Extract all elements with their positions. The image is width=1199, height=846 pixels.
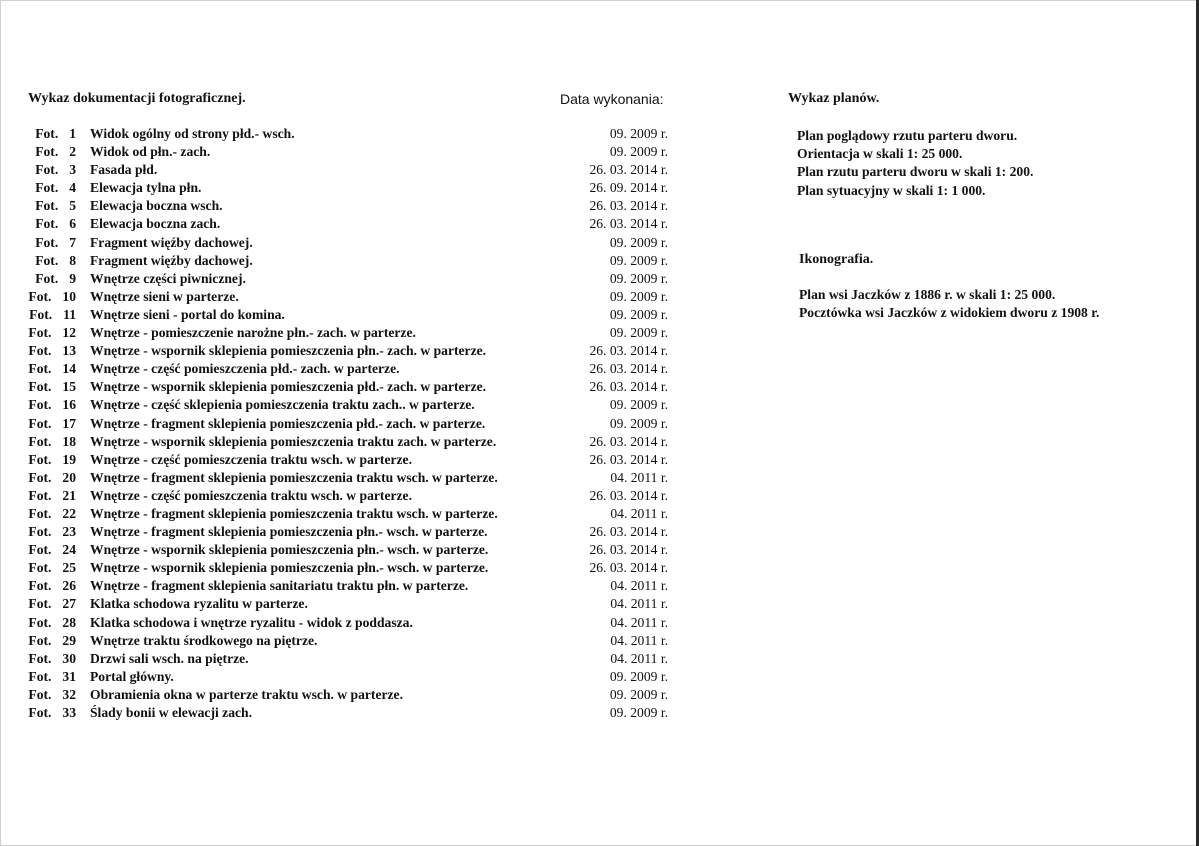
photo-number: [28, 234, 76, 252]
photo-number: [28, 577, 76, 595]
photo-date: 09. 2009 r.: [609, 234, 668, 250]
photo-row: [28, 577, 678, 595]
photo-row: [28, 197, 678, 215]
photo-number: [28, 360, 76, 378]
photo-date: 09. 2009 r.: [609, 270, 668, 286]
plan-item: Plan poglądowy rzutu parteru dworu.: [797, 128, 1018, 143]
photo-index: 19: [62, 451, 76, 467]
photo-row: [28, 360, 678, 378]
plan-item: Plan sytuacyjny w skali 1: 1 000.: [797, 182, 986, 198]
iconography-list: [799, 286, 1099, 322]
photo-date: 04. 2011 r.: [610, 632, 668, 648]
photo-number: [28, 595, 76, 613]
photo-index: 5: [69, 198, 76, 214]
photo-number: [28, 523, 76, 541]
photo-description: Wnętrze - fragment sklepienia pomieszczenia traktu wsch. w parterze.: [90, 505, 498, 521]
photo-index: 8: [69, 252, 76, 268]
photo-index: 14: [62, 361, 76, 377]
photo-row: [28, 215, 678, 233]
photo-index: 21: [62, 487, 76, 503]
photo-description: Ślady bonii w elewacji zach.: [90, 705, 252, 720]
photo-number: [28, 433, 76, 451]
photo-label: Fot.: [28, 469, 52, 485]
photo-date: 26. 03. 2014 r.: [589, 343, 668, 359]
photo-row: [28, 487, 678, 505]
photo-label: Fot.: [28, 433, 52, 449]
photo-date: 26. 03. 2014 r.: [589, 451, 668, 467]
photo-index: 24: [62, 542, 76, 558]
photo-row: [28, 704, 678, 722]
photo-description: Wnętrze - wspornik sklepienia pomieszczenia płn.- wsch. w parterze.: [90, 560, 489, 576]
photo-date: 26. 03. 2014 r.: [589, 524, 668, 540]
photo-label: Fot.: [35, 252, 59, 268]
photo-description: Klatka schodowa i wnętrze ryzalitu - widok z poddasza.: [90, 614, 413, 630]
photo-index: 12: [62, 325, 76, 341]
photo-label: Fot.: [28, 596, 52, 612]
photo-index: 18: [62, 433, 76, 449]
photo-date: 09. 2009 r.: [609, 686, 668, 702]
photo-description: Widok ogólny od strony płd.- wsch.: [90, 126, 295, 141]
photo-index: 1: [69, 126, 76, 141]
photo-number: [28, 288, 76, 306]
photo-label: Fot.: [28, 397, 52, 413]
photo-description: Fasada płd.: [90, 162, 158, 178]
plan-item: Orientacja w skali 1: 25 000.: [797, 146, 963, 162]
photo-description: Wnętrze sieni w parterze.: [90, 288, 239, 304]
photo-row: [28, 559, 678, 577]
photo-description: Elewacja boczna zach.: [90, 216, 221, 232]
photo-date: 09. 2009 r.: [609, 288, 668, 304]
plans-list: [797, 127, 1033, 200]
photo-row: [28, 161, 678, 179]
photo-row: [28, 668, 678, 686]
photo-number: [28, 650, 76, 668]
photo-label: Fot.: [28, 505, 52, 521]
photo-index: 23: [62, 524, 76, 540]
photo-label: Fot.: [28, 361, 52, 377]
photo-description: Widok od płn.- zach.: [90, 144, 211, 160]
photo-label: Fot.: [28, 288, 52, 304]
photo-description: Fragment więźby dachowej.: [90, 234, 253, 250]
photo-number: [28, 451, 76, 469]
photo-description: Wnętrze - wspornik sklepienia pomieszczenia płd.- zach. w parterze.: [90, 379, 487, 395]
photo-number: [28, 270, 76, 288]
photo-label: Fot.: [35, 126, 59, 141]
photo-description: Wnętrze - wspornik sklepienia pomieszczenia traktu zach. w parterze.: [90, 433, 497, 449]
photo-row: [28, 469, 678, 487]
photo-date: 09. 2009 r.: [609, 705, 668, 720]
photo-date: 04. 2011 r.: [610, 596, 668, 612]
photo-index: 4: [69, 180, 76, 196]
photo-number: [28, 668, 76, 686]
photo-label: Fot.: [28, 451, 52, 467]
photo-row: [28, 179, 678, 197]
photo-description: Fragment więźby dachowej.: [90, 252, 253, 268]
photo-number: [28, 632, 76, 650]
photo-row: [28, 234, 678, 252]
photo-date: 09. 2009 r.: [609, 325, 668, 341]
photo-date: 04. 2011 r.: [610, 614, 668, 630]
photo-row: [28, 125, 678, 143]
photo-number: [28, 505, 76, 523]
photo-index: 30: [62, 650, 76, 666]
photo-number: [28, 125, 76, 143]
photo-label: Fot.: [35, 180, 59, 196]
photo-date: 09. 2009 r.: [609, 397, 668, 413]
photo-description: Wnętrze - wspornik sklepienia pomieszczenia płn.- wsch. w parterze.: [90, 542, 489, 558]
photo-index: 3: [69, 162, 76, 178]
photo-index: 15: [62, 379, 76, 395]
photo-index: 2: [69, 144, 76, 160]
photo-description: Wnętrze - fragment sklepienia pomieszczenia płd.- zach. w parterze.: [90, 415, 486, 431]
photo-date: 26. 03. 2014 r.: [589, 542, 668, 558]
photo-row: [28, 614, 678, 632]
plan-item: Plan rzutu parteru dworu w skali 1: 200.: [797, 164, 1034, 180]
photo-index: 28: [62, 614, 76, 630]
photo-date: 26. 03. 2014 r.: [589, 162, 668, 178]
photo-date: 26. 03. 2014 r.: [589, 379, 668, 395]
photo-number: [28, 541, 76, 559]
photo-description: Klatka schodowa ryzalitu w parterze.: [90, 596, 308, 612]
photo-row: [28, 378, 678, 396]
photo-date: 09. 2009 r.: [609, 252, 668, 268]
photo-row: [28, 650, 678, 668]
photo-label: Fot.: [28, 578, 52, 594]
photo-index: 7: [69, 234, 76, 250]
photo-row: [28, 342, 678, 360]
photo-date: 09. 2009 r.: [609, 668, 668, 684]
photo-date: 26. 03. 2014 r.: [589, 198, 668, 214]
photo-label: Fot.: [28, 343, 52, 359]
photo-description: Wnętrze - wspornik sklepienia pomieszczenia płn.- zach. w parterze.: [90, 343, 487, 359]
photo-index: 17: [62, 415, 76, 431]
plans-heading: Wykaz planów.: [788, 91, 880, 106]
photo-label: Fot.: [35, 270, 59, 286]
photo-description: Elewacja boczna wsch.: [90, 198, 223, 214]
photo-number: [28, 415, 76, 433]
photo-index: 27: [62, 596, 76, 612]
photo-list: [28, 125, 678, 722]
photo-label: Fot.: [35, 198, 59, 214]
photo-description: Obramienia okna w parterze traktu wsch. w parterze.: [90, 686, 403, 702]
photo-date: 26. 03. 2014 r.: [589, 433, 668, 449]
photo-number: [28, 197, 76, 215]
photo-label: Fot.: [28, 379, 52, 395]
photo-index: 20: [62, 469, 76, 485]
photo-date: 04. 2011 r.: [610, 578, 668, 594]
photo-label: Fot.: [28, 487, 52, 503]
photo-label: Fot.: [28, 686, 52, 702]
photo-date: 26. 03. 2014 r.: [589, 560, 668, 576]
photo-row: [28, 523, 678, 541]
photo-label: Fot.: [28, 668, 52, 684]
photo-description: Wnętrze części piwnicznej.: [90, 270, 246, 286]
photo-date: 09. 2009 r.: [609, 306, 668, 322]
photo-date: 26. 03. 2014 r.: [589, 361, 668, 377]
photo-label: Fot.: [28, 614, 52, 630]
photo-date: 09. 2009 r.: [609, 144, 668, 160]
photo-date: 26. 03. 2014 r.: [589, 487, 668, 503]
photo-date: 09. 2009 r.: [609, 126, 668, 141]
photo-index: 16: [62, 397, 76, 413]
photo-index: 9: [69, 270, 76, 286]
iconography-heading: Ikonografia.: [799, 252, 874, 267]
photo-row: [28, 541, 678, 559]
photo-index: 6: [69, 216, 76, 232]
photo-number: [28, 324, 76, 342]
photo-description: Wnętrze traktu środkowego na piętrze.: [90, 632, 318, 648]
photo-number: [28, 143, 76, 161]
photo-number: [28, 342, 76, 360]
photo-index: 25: [62, 560, 76, 576]
photo-label: Fot.: [28, 325, 52, 341]
photo-label: Fot.: [35, 144, 59, 160]
photo-date: 04. 2011 r.: [610, 505, 668, 521]
photo-number: [28, 161, 76, 179]
photo-description: Wnętrze - fragment sklepienia pomieszczenia płn.- wsch. w parterze.: [90, 524, 488, 540]
photo-label: Fot.: [35, 216, 59, 232]
photo-row: [28, 306, 678, 324]
photo-label: Fot.: [28, 705, 52, 720]
photo-description: Portal główny.: [90, 668, 174, 684]
photo-number: [28, 252, 76, 270]
photo-index: 10: [62, 288, 76, 304]
date-column-heading: Data wykonania:: [560, 91, 664, 107]
photo-description: Wnętrze - część sklepienia pomieszczenia traktu zach.. w parterze.: [90, 397, 475, 413]
photo-label: Fot.: [35, 162, 59, 178]
photo-number: [28, 215, 76, 233]
photo-description: Drzwi sali wsch. na piętrze.: [90, 650, 249, 666]
photo-description: Wnętrze - fragment sklepienia sanitariatu traktu płn. w parterze.: [90, 578, 469, 594]
photo-date: 09. 2009 r.: [609, 415, 668, 431]
photo-number: [28, 306, 76, 324]
photo-index: 32: [62, 686, 76, 702]
photo-row: [28, 324, 678, 342]
photo-label: Fot.: [28, 415, 52, 431]
photo-row: [28, 288, 678, 306]
photo-index: 11: [63, 306, 76, 322]
photo-row: [28, 595, 678, 613]
photo-row: [28, 451, 678, 469]
photo-number: [28, 487, 76, 505]
photo-index: 33: [62, 705, 76, 720]
photo-index: 22: [62, 505, 76, 521]
photo-description: Wnętrze - pomieszczenie narożne płn.- zach. w parterze.: [90, 325, 416, 341]
photo-date: 04. 2011 r.: [610, 469, 668, 485]
photo-description: Wnętrze - część pomieszczenia traktu wsch. w parterze.: [90, 451, 412, 467]
photo-label: Fot.: [29, 306, 53, 322]
photo-description: Wnętrze - fragment sklepienia pomieszczenia traktu wsch. w parterze.: [90, 469, 498, 485]
photo-number: [28, 704, 76, 722]
photo-number: [28, 396, 76, 414]
photo-number: [28, 559, 76, 577]
photo-label: Fot.: [28, 560, 52, 576]
photo-date: 04. 2011 r.: [610, 650, 668, 666]
photo-label: Fot.: [28, 650, 52, 666]
photo-row: [28, 415, 678, 433]
photo-index: 13: [62, 343, 76, 359]
photo-number: [28, 686, 76, 704]
photo-label: Fot.: [28, 542, 52, 558]
photo-label: Fot.: [35, 234, 59, 250]
photo-number: [28, 378, 76, 396]
photo-label: Fot.: [28, 632, 52, 648]
photo-row: [28, 396, 678, 414]
photo-row: [28, 505, 678, 523]
photo-number: [28, 614, 76, 632]
photo-number: [28, 179, 76, 197]
photo-index: 29: [62, 632, 76, 648]
photo-row: [28, 143, 678, 161]
photo-row: [28, 632, 678, 650]
photo-index: 26: [62, 578, 76, 594]
photo-row: [28, 252, 678, 270]
photo-date: 26. 09. 2014 r.: [589, 180, 668, 196]
photo-description: Elewacja tylna płn.: [90, 180, 202, 196]
photo-row: [28, 433, 678, 451]
photo-row: [28, 686, 678, 704]
photo-description: Wnętrze - część pomieszczenia traktu wsch. w parterze.: [90, 487, 412, 503]
photo-number: [28, 469, 76, 487]
iconography-item: Pocztówka wsi Jaczków z widokiem dworu z 1908 r.: [799, 305, 1100, 321]
photo-description: Wnętrze - część pomieszczenia płd.- zach. w parterze.: [90, 361, 400, 377]
photo-date: 26. 03. 2014 r.: [589, 216, 668, 232]
photo-description: Wnętrze sieni - portal do komina.: [90, 306, 285, 322]
photo-list-heading: Wykaz dokumentacji fotograficznej.: [28, 91, 246, 106]
iconography-item: Plan wsi Jaczków z 1886 r. w skali 1: 25 000.: [799, 287, 1056, 302]
photo-label: Fot.: [28, 524, 52, 540]
photo-row: [28, 270, 678, 288]
photo-index: 31: [62, 668, 76, 684]
